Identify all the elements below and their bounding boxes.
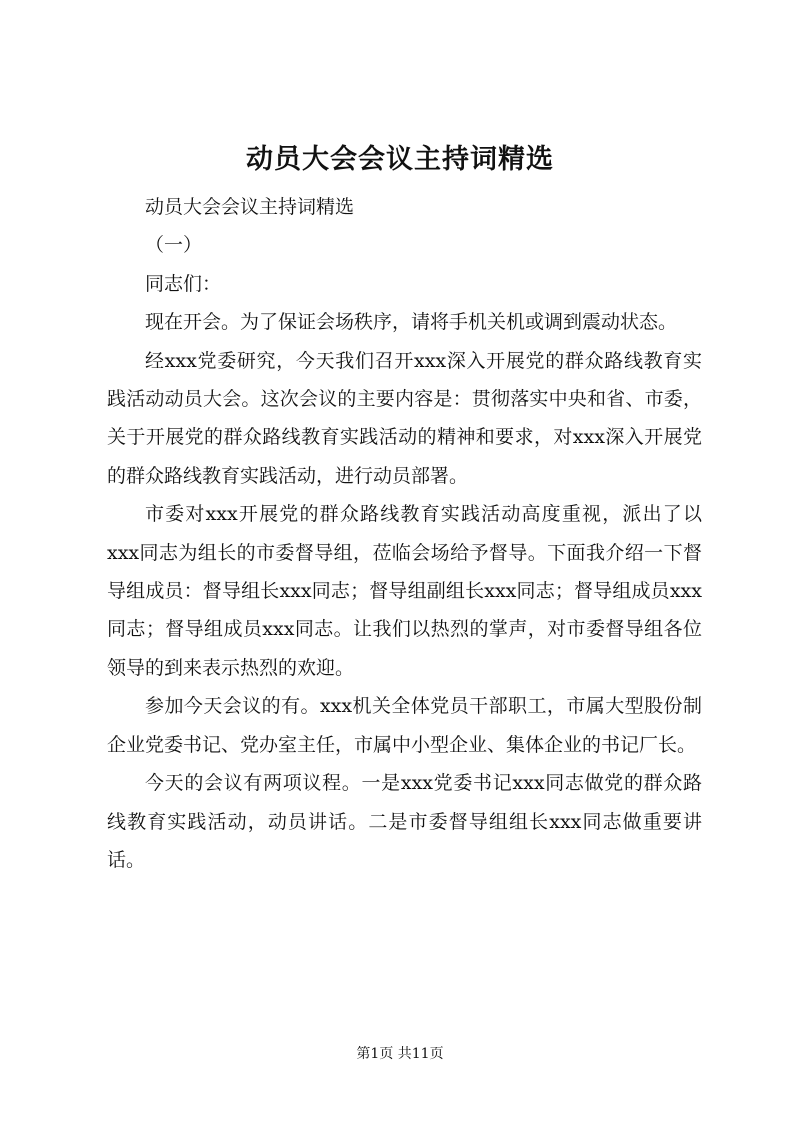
document-title: 动员大会会议主持词精选	[246, 144, 554, 175]
body-paragraph: 参加今天会议的有。xxx机关全体党员干部职工，市属大型股份制企业党委书记、党办室主任，市属中小型企业、集体企业的书记厂长。	[107, 695, 702, 756]
document-body	[107, 188, 702, 879]
body-paragraph: 经xxx党委研究，今天我们召开xxx深入开展党的群众路线教育实践活动动员大会。这次会议的主要内容是：贯彻落实中央和省、市委，关于开展党的群众路线教育实践活动的精神和要求，对xxx深入开展党的群众路线教育实践活动，进行动员部署。	[107, 349, 702, 487]
subtitle-paragraph: 动员大会会议主持词精选	[145, 196, 355, 218]
page-footer: 第1页 共11页	[356, 1046, 444, 1062]
salutation-paragraph: 同志们：	[145, 272, 222, 295]
body-paragraph: 现在开会。为了保证会场秩序，请将手机关机或调到震动状态。	[145, 311, 678, 334]
section-number-paragraph: （一）	[145, 234, 203, 257]
body-paragraph: 市委对xxx开展党的群众路线教育实践活动高度重视，派出了以xxx同志为组长的市委督导组，莅临会场给予督导。下面我介绍一下督导组成员：督导组长xxx同志；督导组副组长xxx同志；督导组成员xxx同志；督导组成员xxx同志。让我们以热烈的掌声，对市委督导组各位领导的到来表示热烈的欢迎。	[107, 503, 702, 679]
body-paragraph: 今天的会议有两项议程。一是xxx党委书记xxx同志做党的群众路线教育实践活动，动员讲话。二是市委督导组组长xxx同志做重要讲话。	[107, 772, 702, 871]
